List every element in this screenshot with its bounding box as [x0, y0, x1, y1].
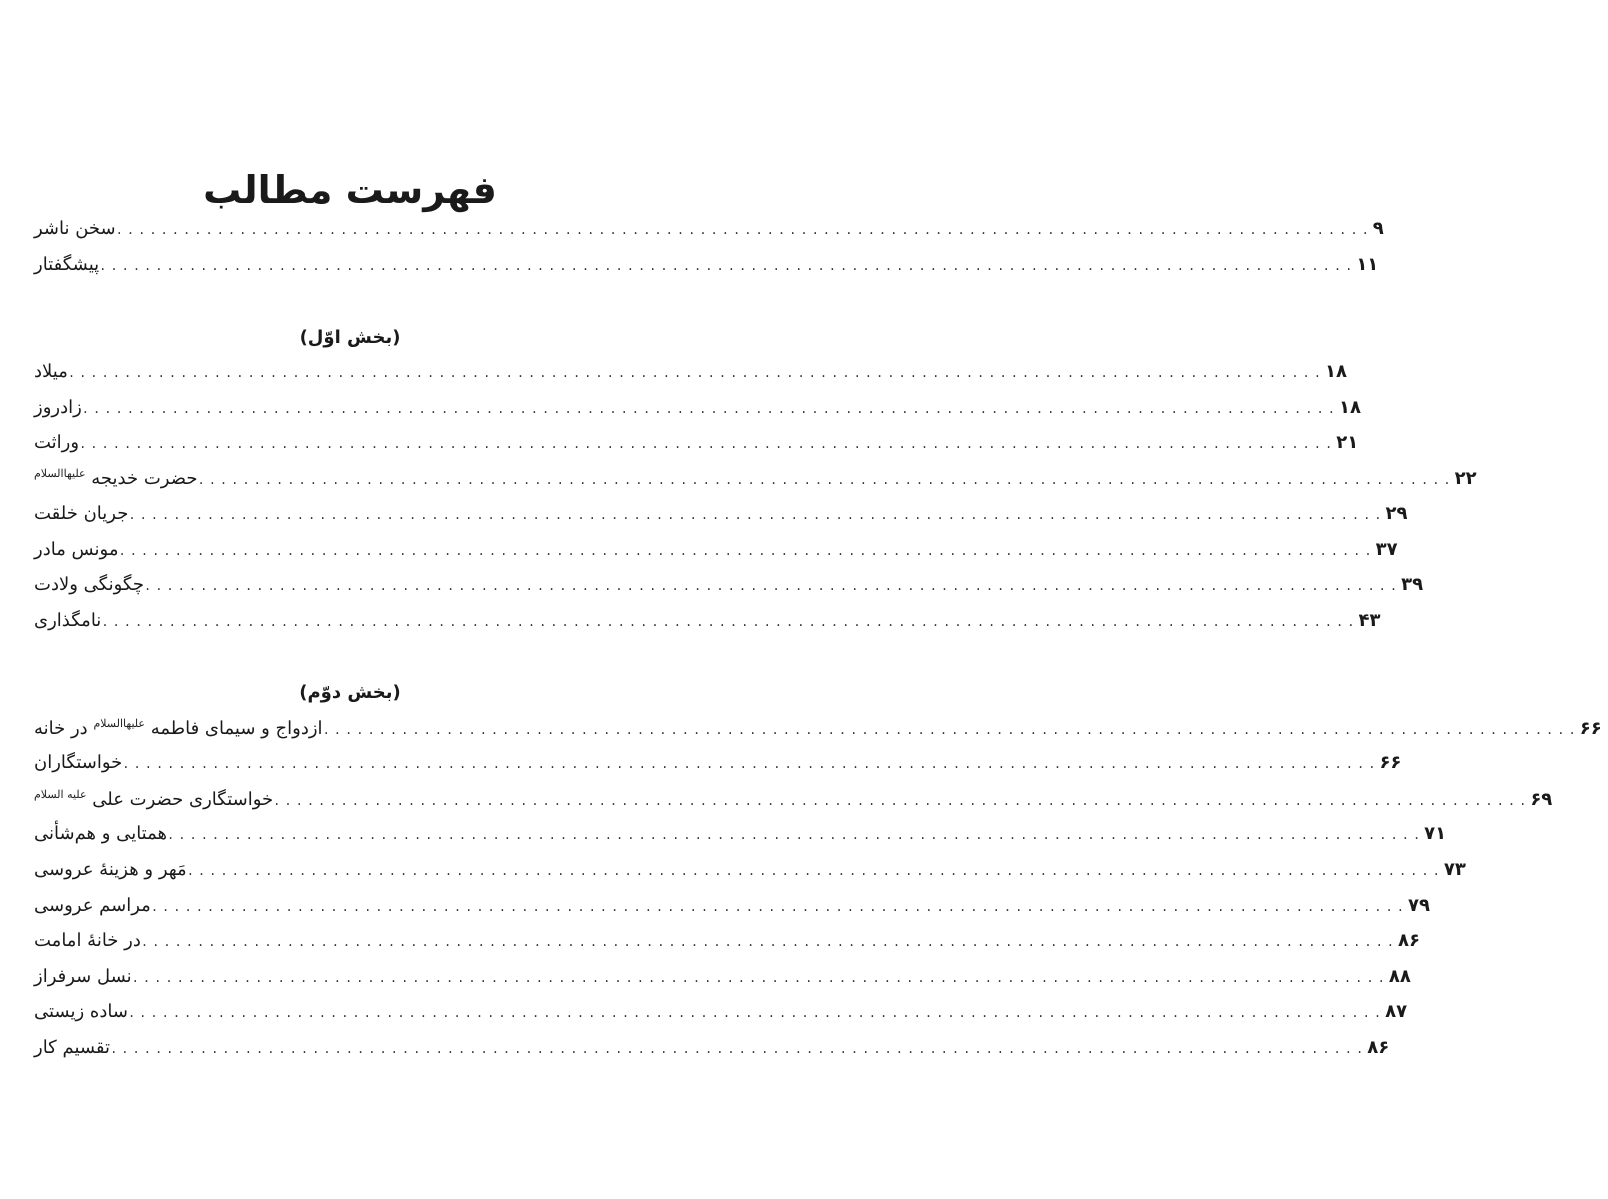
- honorific-glyph: علیه السلام: [34, 788, 87, 801]
- toc-entry-text: مَهر و هزینهٔ عروسی: [34, 859, 187, 880]
- toc-entry-page: ۷۳: [1443, 859, 1466, 880]
- toc-entry-page: ۳۷: [1375, 539, 1398, 560]
- toc-entry-text: زادروز: [34, 397, 82, 418]
- toc-entry[interactable]: [30, 966, 1411, 994]
- toc-leader-dots: ................................................................................................................: [140, 935, 1399, 949]
- honorific-glyph: علیهاالسلام: [93, 717, 145, 730]
- toc-entry-text: چگونگی ولادت: [34, 574, 144, 595]
- toc-entry-text: همتایی و هم‌شأنی: [34, 823, 168, 844]
- toc-entry-page: ۶۹: [1530, 789, 1553, 810]
- toc-entry-page: ۱۱: [1356, 254, 1379, 275]
- toc-leader-dots: ................................................................................................................: [79, 437, 1337, 451]
- toc-entry[interactable]: [30, 788, 1553, 816]
- toc-entry-text: سخن ناشر: [34, 218, 116, 239]
- toc-leader-dots: ................................................................................................................: [167, 828, 1425, 842]
- toc-entry-text: تقسیم کار: [34, 1037, 111, 1058]
- toc-leader-dots: ................................................................................................................: [110, 1042, 1368, 1056]
- toc-leader-dots: ................................................................................................................: [143, 579, 1402, 593]
- toc-entry-page: ۴۳: [1358, 610, 1381, 631]
- toc-leader-dots: ................................................................................................................: [99, 259, 1357, 273]
- toc-entry[interactable]: [30, 1001, 1408, 1029]
- toc-entry-page: ۱۸: [1325, 361, 1347, 382]
- toc-entry-page: ۸۶: [1398, 930, 1421, 951]
- toc-entry-text: وراثت: [34, 432, 80, 453]
- toc-leader-dots: ................................................................................................................: [122, 757, 1380, 771]
- toc-entry-page: ۳۹: [1401, 574, 1424, 595]
- section-heading-part1: (بخش اوّل): [299, 327, 401, 348]
- section-heading-part2: (بخش دوّم): [299, 682, 401, 703]
- toc-leader-dots: ................................................................................................................: [186, 864, 1444, 878]
- toc-entry[interactable]: [30, 823, 1447, 851]
- toc-entry-page: ۷۱: [1424, 823, 1447, 844]
- toc-entry-text: جریان خلقت: [34, 503, 129, 524]
- toc-entry[interactable]: [30, 397, 1361, 425]
- toc-entry-page: ۷۹: [1407, 895, 1430, 916]
- toc-entry-text: مراسم عروسی: [34, 895, 151, 916]
- toc-entry-text: پیشگفتار: [34, 254, 100, 275]
- page-title: فهرست مطالب: [203, 168, 497, 212]
- toc-entry[interactable]: [30, 503, 1408, 531]
- toc-entry-text: نامگذاری: [34, 610, 102, 631]
- toc-leader-dots: ................................................................................................................: [273, 794, 1531, 808]
- toc-entry-text: در خانهٔ امامت: [34, 930, 141, 951]
- honorific-glyph: علیهاالسلام: [34, 467, 86, 480]
- toc-entry-text: ازدواج و سیمای فاطمه $^{علیهاالسلام}$ در خانه: [34, 717, 323, 739]
- toc-entry[interactable]: [30, 432, 1359, 460]
- toc-entry-page: ۸۸: [1388, 966, 1411, 987]
- toc-entry-page: ۸۶: [1367, 1037, 1390, 1058]
- toc-entry-page: ۶۶: [1579, 718, 1602, 739]
- toc-entry[interactable]: [30, 752, 1402, 780]
- toc-entry-page: ۲۲: [1454, 468, 1477, 489]
- toc-entry-text: حضرت خدیجه $^{علیهاالسلام}$: [34, 467, 198, 489]
- toc-entry[interactable]: [30, 574, 1424, 602]
- toc-entry-page: ۹: [1372, 218, 1384, 239]
- toc-entry-page: ۸۷: [1385, 1001, 1408, 1022]
- toc-entry[interactable]: [30, 1037, 1390, 1065]
- toc-entry-text: مونس مادر: [34, 539, 119, 560]
- toc-entry[interactable]: [30, 930, 1421, 958]
- toc-leader-dots: ................................................................................................................: [127, 1006, 1386, 1020]
- toc-leader-dots: ................................................................................................................: [322, 723, 1580, 737]
- toc-entry-text: میلاد: [34, 361, 68, 382]
- toc-leader-dots: ................................................................................................................: [67, 366, 1325, 380]
- toc-leader-dots: ................................................................................................................: [101, 615, 1359, 629]
- toc-leader-dots: ................................................................................................................: [131, 971, 1389, 985]
- toc-entry-page: ۲۹: [1385, 503, 1408, 524]
- toc-entry-page: ۶۶: [1379, 752, 1402, 773]
- toc-entry-text: ساده زیستی: [34, 1001, 128, 1022]
- toc-entry-preface[interactable]: [30, 254, 1379, 282]
- toc-entry-birth[interactable]: [30, 361, 1347, 389]
- toc-entry-page: ۲۱: [1336, 432, 1359, 453]
- toc-leader-dots: ................................................................................................................: [197, 473, 1455, 487]
- toc-leader-dots: ................................................................................................................: [128, 508, 1386, 522]
- toc-entry-text: خواستگاران: [34, 752, 123, 773]
- toc-leader-dots: ................................................................................................................: [115, 223, 1373, 237]
- toc-entry[interactable]: [30, 859, 1466, 887]
- toc-entry[interactable]: [30, 610, 1381, 638]
- toc-entry-publisher-note[interactable]: [30, 218, 1384, 246]
- toc-entry[interactable]: [30, 467, 1477, 495]
- toc-entry[interactable]: [30, 539, 1398, 567]
- toc-leader-dots: ................................................................................................................: [81, 402, 1339, 416]
- toc-entry[interactable]: [30, 895, 1430, 923]
- toc-leader-dots: ................................................................................................................: [118, 544, 1376, 558]
- toc-entry-text: نسل سرفراز: [34, 966, 132, 987]
- toc-leader-dots: ................................................................................................................: [150, 900, 1408, 914]
- toc-entry-marriage[interactable]: [30, 717, 1602, 745]
- toc-entry-page: ۱۸: [1338, 397, 1361, 418]
- toc-entry-text: خواستگاری حضرت علی $^{علیه السلام}$: [34, 788, 274, 810]
